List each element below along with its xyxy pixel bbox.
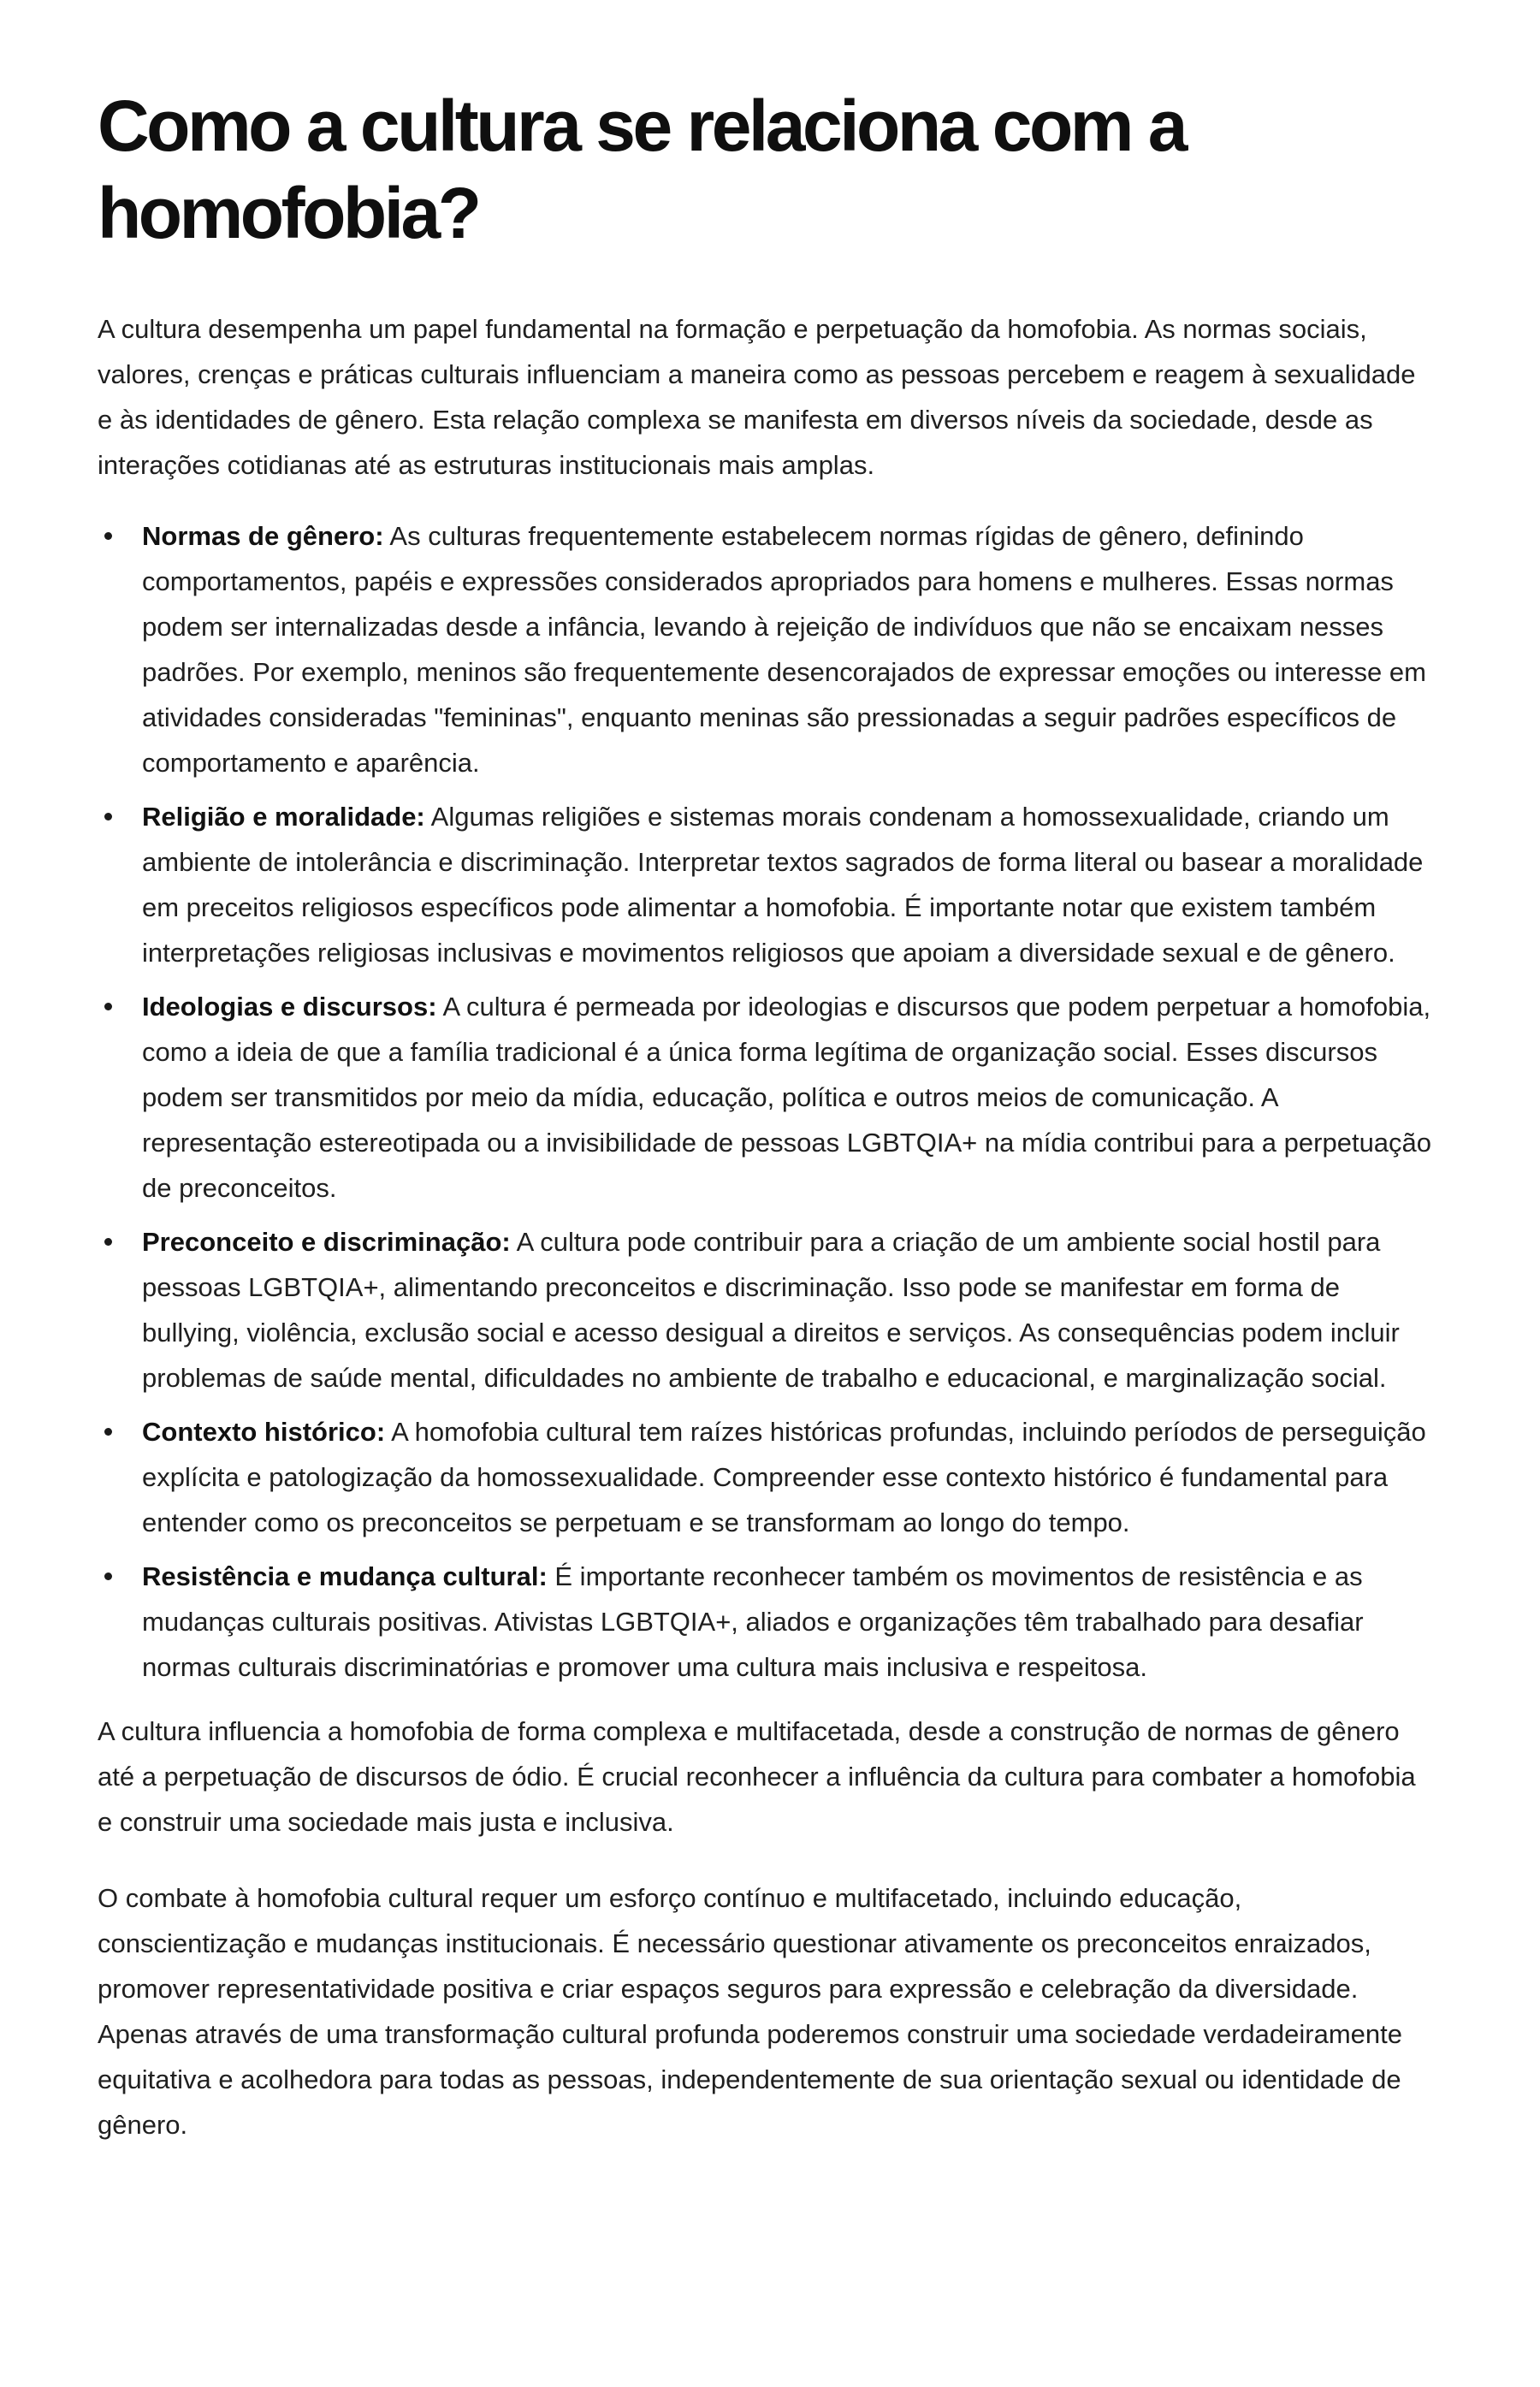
- list-item-term: Normas de gênero:: [142, 521, 384, 551]
- list-item-text: A cultura pode contribuir para a criação de um ambiente social hostil para pessoas LGBTQIA+, alimentando preconceitos e discriminação. Isso pode se manifestar em forma de bullying, violência, exclusão social e acesso desigual a direitos e serviços. As consequências podem incluir problemas de saúde mental, dificuldades no ambiente de trabalho e educacional, e marginalização social.: [142, 1227, 1400, 1393]
- closing-paragraph: O combate à homofobia cultural requer um esforço contínuo e multifacetado, incluindo educação, conscientização e mudanças institucionais. É necessário questionar ativamente os preconceitos enraizados, promover representatividade positiva e criar espaços seguros para expressão e celebração da diversidade. Apenas através de uma transformação cultural profunda poderemos construir uma sociedade verdadeiramente equitativa e acolhedora para todas as pessoas, independentemente de sua orientação sexual ou identidade de gênero.: [98, 1883, 1403, 2140]
- conclusion-paragraph: A cultura influencia a homofobia de forma complexa e multifacetada, desde a construção de normas de gênero até a perpetuação de discursos de ódio. É crucial reconhecer a influência da cultura para combater a homofobia e construir uma sociedade mais justa e inclusiva.: [98, 1716, 1416, 1837]
- list-item-term: Ideologias e discursos:: [142, 992, 437, 1022]
- list-item-text: É importante reconhecer também os movimentos de resistência e as mudanças culturais positivas. Ativistas LGBTQIA+, aliados e organizações têm trabalhado para desafiar normas culturais discriminatórias e promover uma cultura mais inclusiva e respeitosa.: [142, 1561, 1364, 1682]
- list-item-term: Contexto histórico:: [142, 1417, 386, 1447]
- list-item: [98, 794, 1432, 975]
- bullet-icon: [104, 1428, 112, 1436]
- bullet-icon: [104, 813, 112, 820]
- list-item: [98, 1409, 1432, 1545]
- list-item: [98, 1554, 1432, 1690]
- intro-paragraph: A cultura desempenha um papel fundamental na formação e perpetuação da homofobia. As normas sociais, valores, crenças e práticas culturais influenciam a maneira como as pessoas percebem e reagem à sexualidade e às identidades de gênero. Esta relação complexa se manifesta em diversos níveis da sociedade, desde as interações cotidianas até as estruturas institucionais mais amplas.: [98, 314, 1416, 480]
- list-item-term: Resistência e mudança cultural:: [142, 1561, 548, 1591]
- list-item-text: As culturas frequentemente estabelecem normas rígidas de gênero, definindo comportamentos, papéis e expressões considerados apropriados para homens e mulheres. Essas normas podem ser internalizadas desde a infância, levando à rejeição de indivíduos que não se encaixam nesses padrões. Por exemplo, meninos são frequentemente desencorajados de expressar emoções ou interesse em atividades consideradas "femininas", enquanto meninas são pressionadas a seguir padrões específicos de comportamento e aparência.: [142, 521, 1426, 778]
- list-item: [98, 513, 1432, 785]
- list-item-text: A cultura é permeada por ideologias e discursos que podem perpetuar a homofobia, como a ideia de que a família tradicional é a única forma legítima de organização social. Esses discursos podem ser transmitidos por meio da mídia, educação, política e outros meios de comunicação. A representação estereotipada ou a invisibilidade de pessoas LGBTQIA+ na mídia contribui para a perpetuação de preconceitos.: [142, 992, 1432, 1203]
- bullet-icon: [104, 1003, 112, 1010]
- bullet-icon: [104, 532, 112, 540]
- bullet-icon: [104, 1238, 112, 1246]
- list-item-text: A homofobia cultural tem raízes históricas profundas, incluindo períodos de perseguição explícita e patologização da homossexualidade. Compreender esse contexto histórico é fundamental para entender como os preconceitos se perpetuam e se transformam ao longo do tempo.: [142, 1417, 1426, 1537]
- bullet-list: [98, 513, 1432, 1690]
- list-item-term: Preconceito e discriminação:: [142, 1227, 511, 1257]
- bullet-icon: [104, 1573, 112, 1580]
- list-item-term: Religião e moralidade:: [142, 802, 425, 832]
- list-item: [98, 1219, 1432, 1401]
- list-item-text: Algumas religiões e sistemas morais condenam a homossexualidade, criando um ambiente de intolerância e discriminação. Interpretar textos sagrados de forma literal ou basear a moralidade em preceitos religiosos específicos pode alimentar a homofobia. É importante notar que existem também interpretações religiosas inclusivas e movimentos religiosos que apoiam a diversidade sexual e de gênero.: [142, 802, 1424, 968]
- list-item: [98, 984, 1432, 1211]
- page-title: Como a cultura se relaciona com a homofobia?: [98, 86, 1185, 253]
